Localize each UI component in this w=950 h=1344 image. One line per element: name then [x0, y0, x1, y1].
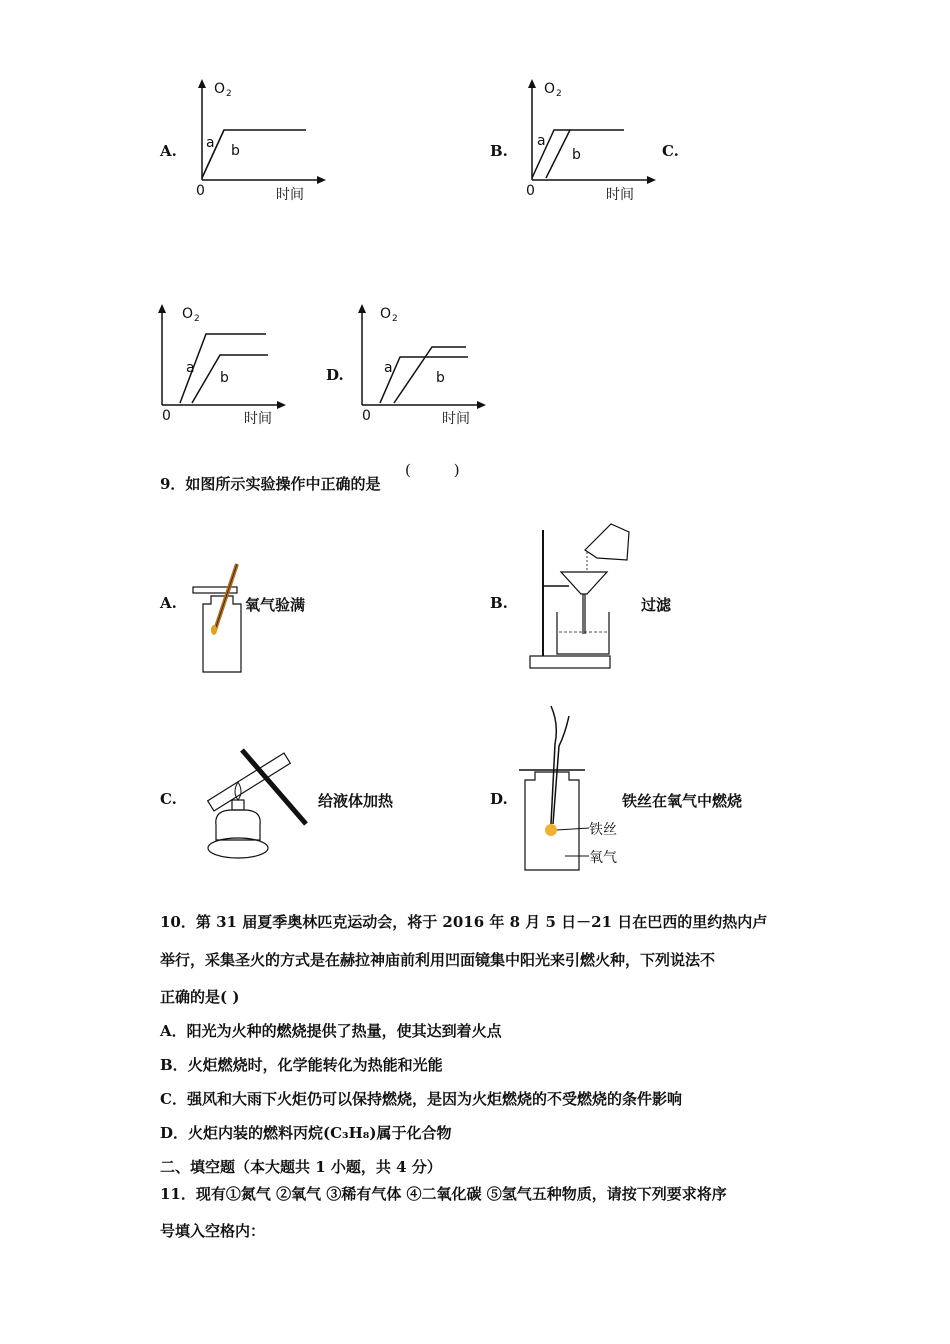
y-axis-label: O	[380, 306, 392, 322]
q10-option-d: D．火炬内装的燃料丙烷(C₃H₈)属于化合物	[160, 1124, 452, 1142]
line-b-label: b	[436, 370, 445, 386]
q9-answer-paren: ( )	[405, 461, 460, 479]
q10-option-a: A．阳光为火种的燃烧提供了热量，使其达到着火点	[160, 1022, 502, 1040]
origin-label: 0	[196, 183, 205, 199]
x-axis-label: 时间	[276, 187, 304, 203]
filtration-illustration	[525, 520, 640, 672]
iron-wire-illustration	[515, 700, 625, 875]
line-b-label: b	[231, 143, 240, 159]
x-axis-arrow	[317, 176, 326, 184]
line-b-label: b	[572, 147, 581, 163]
funnel	[561, 572, 607, 594]
y-axis-arrow	[158, 304, 166, 313]
lamp-wick	[232, 800, 244, 810]
oxygen-label: 氧气	[589, 850, 617, 866]
section-title: 二、填空题（本大题共 1 小题，共 4 分）	[160, 1158, 442, 1176]
line-b	[192, 355, 268, 403]
line-a-label: a	[537, 133, 546, 149]
line-a	[202, 130, 306, 178]
graph-a	[190, 75, 330, 205]
graph-b	[520, 75, 660, 205]
origin-label: 0	[526, 183, 535, 199]
y-axis-label: O	[544, 81, 556, 97]
y-axis-label: O	[214, 81, 226, 97]
line-b-label: b	[220, 370, 229, 386]
y-axis-arrow	[198, 79, 206, 88]
x-axis-label: 时间	[442, 411, 470, 427]
origin-label: 0	[162, 408, 171, 424]
line-a-label: a	[384, 360, 393, 376]
gas-bottle	[525, 772, 579, 870]
q11-line-2: 号填入空格内：	[160, 1222, 266, 1240]
q9-option-b-label: B.	[490, 594, 508, 612]
option-d-label: D.	[326, 366, 344, 384]
y-axis-sub: 2	[556, 89, 562, 99]
stand-base	[530, 656, 610, 668]
line-b	[394, 347, 466, 403]
oxygen-check-illustration	[185, 560, 255, 678]
q10-option-c: C．强风和大雨下火炬仍可以保持燃烧，是因为火炬燃烧的不受燃烧的条件影响	[160, 1090, 682, 1108]
origin-label: 0	[362, 408, 371, 424]
graph-d	[350, 300, 490, 430]
q9-option-d-label: D.	[490, 790, 508, 808]
q9-stem: 9．如图所示实验操作中正确的是	[160, 475, 381, 493]
y-axis-arrow	[528, 79, 536, 88]
y-axis-label: O	[182, 306, 194, 322]
graph-c	[150, 300, 290, 430]
line-a-label: a	[206, 135, 215, 151]
q10-option-b: B．火炬燃烧时，化学能转化为热能和光能	[160, 1056, 443, 1074]
q9-option-a-label: A.	[160, 594, 177, 612]
q9-option-b-caption: 过滤	[641, 596, 672, 614]
q9-option-a-caption: 氧气验满	[245, 596, 306, 614]
option-b-label: B.	[490, 142, 508, 160]
wire-pointer	[557, 828, 589, 830]
x-axis-arrow	[647, 176, 656, 184]
y-axis-sub: 2	[226, 89, 232, 99]
glowing-tip	[211, 625, 217, 635]
option-a-label: A.	[160, 142, 177, 160]
burning-spark	[545, 824, 557, 836]
pouring-beaker	[585, 524, 629, 560]
x-axis-label: 时间	[244, 411, 272, 427]
q11-line-1: 11．现有①氮气 ②氧气 ③稀有气体 ④二氧化碳 ⑤氢气五种物质，请按下列要求将序	[160, 1185, 727, 1203]
q10-stem-line-1: 10．第 31 届夏季奥林匹克运动会，将于 2016 年 8 月 5 日－21 日在巴西的里约热内卢	[160, 913, 768, 931]
q9-option-c-label: C.	[160, 790, 177, 808]
q9-option-c-caption: 给液体加热	[318, 792, 394, 810]
x-axis-arrow	[477, 401, 486, 409]
line-b	[546, 130, 570, 178]
q10-stem-line-3: 正确的是( )	[160, 988, 240, 1006]
wire-label: 铁丝	[589, 822, 617, 838]
option-c-label: C.	[662, 142, 679, 160]
x-axis-label: 时间	[606, 187, 634, 203]
heating-liquid-illustration	[188, 740, 313, 865]
q10-stem-line-2: 举行，采集圣火的方式是在赫拉神庙前利用凹面镜集中阳光来引燃火种，下列说法不	[160, 951, 716, 969]
y-axis-sub: 2	[194, 314, 200, 324]
alcohol-lamp	[216, 810, 260, 840]
y-axis-sub: 2	[392, 314, 398, 324]
line-a-label: a	[186, 360, 195, 376]
q9-option-d-caption: 铁丝在氧气中燃烧	[622, 792, 743, 810]
x-axis-arrow	[277, 401, 286, 409]
y-axis-arrow	[358, 304, 366, 313]
line-a	[380, 357, 468, 403]
